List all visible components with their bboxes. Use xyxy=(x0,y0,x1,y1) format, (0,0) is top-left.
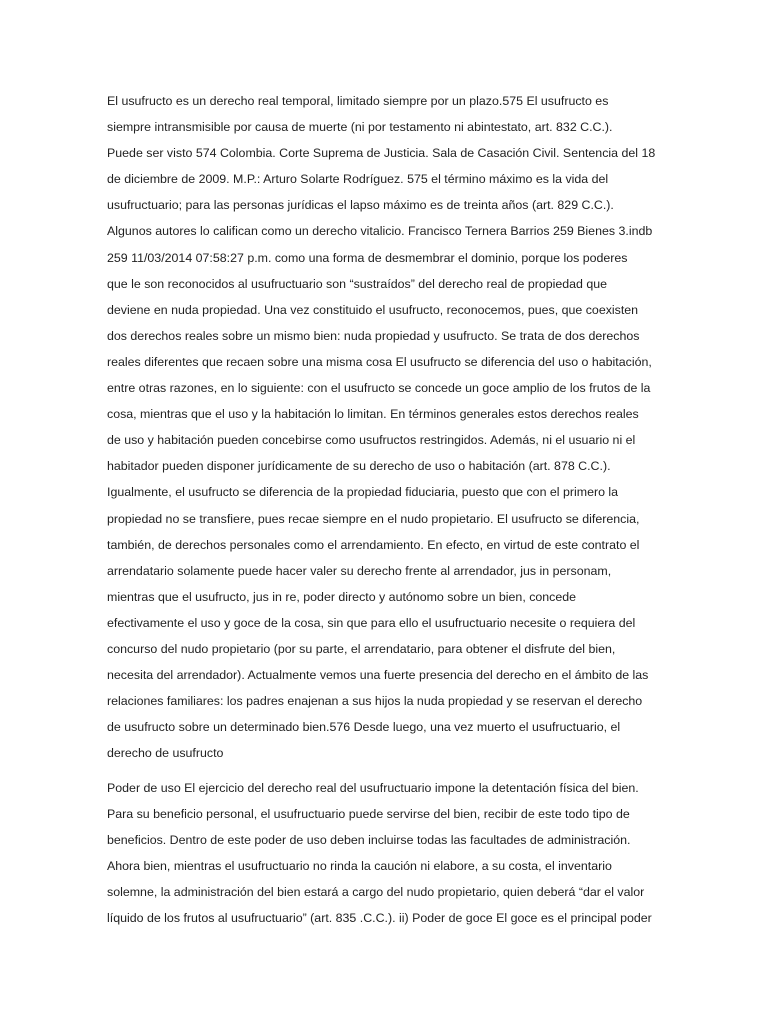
text-line: derecho de usufructo xyxy=(107,746,224,761)
text-line: propiedad no se transfiere, pues recae siempre en el nudo propietario. El usufructo se diferencia, xyxy=(107,511,640,526)
text-line: reales diferentes que recaen sobre una misma cosa El usufructo se diferencia del uso o habitación, xyxy=(107,354,652,369)
text-line: de diciembre de 2009. M.P.: Arturo Solarte Rodríguez. 575 el término máximo es la vida del xyxy=(107,172,609,187)
text-line: usufructuario; para las personas jurídicas el lapso máximo es de treinta años (art. 829 C.C.). xyxy=(107,198,614,213)
text-line: beneficios. Dentro de este poder de uso deben incluirse todas las facultades de administración. xyxy=(107,833,631,848)
text-line: necesita del arrendador). Actualmente vemos una fuerte presencia del derecho en el ámbito de las xyxy=(107,668,649,683)
text-line: habitador pueden disponer jurídicamente de su derecho de uso o habitación (art. 878 C.C.). xyxy=(107,459,611,474)
text-line: deviene en nuda propiedad. Una vez constituido el usufructo, reconocemos, pues, que coexisten xyxy=(107,302,639,317)
paragraph-poder-de-uso xyxy=(107,775,662,932)
text-line: El usufructo es un derecho real temporal, limitado siempre por un plazo.575 El usufructo es xyxy=(107,94,609,108)
text-line: Ahora bien, mientras el usufructuario no rinda la caución ni elabore, a su costa, el inventario xyxy=(107,859,612,874)
text-line: de uso y habitación pueden concebirse como usufructos restringidos. Además, ni el usuario ni el xyxy=(107,433,636,448)
text-line: que le son reconocidos al usufructuario son “sustraídos” del derecho real de propiedad que xyxy=(107,276,608,291)
text-line: efectivamente el uso y goce de la cosa, sin que para ello el usufructuario necesite o requiera del xyxy=(107,615,636,630)
text-line: mientras que el usufructo, jus in re, poder directo y autónomo sobre un bien, concede xyxy=(107,589,577,604)
text-line: relaciones familiares: los padres enajenan a sus hijos la nuda propiedad y se reservan el derecho xyxy=(107,694,643,709)
text-line: 259 11/03/2014 07:58:27 p.m. como una forma de desmembrar el dominio, porque los poderes xyxy=(107,250,628,265)
text-line: dos derechos reales sobre un mismo bien: nuda propiedad y usufructo. Se trata de dos derechos xyxy=(107,328,640,343)
text-line: también, de derechos personales como el arrendamiento. En efecto, en virtud de este contrato el xyxy=(107,537,640,552)
paragraph-usufructo xyxy=(107,88,662,766)
text-line: arrendatario solamente puede hacer valer su derecho frente al arrendador, jus in personam, xyxy=(107,563,612,578)
text-line: líquido de los frutos al usufructuario” (art. 835 .C.C.). ii) Poder de goce El goce es el principal poder xyxy=(107,911,652,926)
text-line: solemne, la administración del bien estará a cargo del nudo propietario, quien deberá “dar el valor xyxy=(107,885,645,900)
text-line: cosa, mientras que el uso y la habitación lo limitan. En términos generales estos derechos reales xyxy=(107,407,639,422)
text-line: Igualmente, el usufructo se diferencia de la propiedad fiduciaria, puesto que con el primero la xyxy=(107,485,619,500)
text-line: Algunos autores lo califican como un derecho vitalicio. Francisco Ternera Barrios 259 Bienes 3.indb xyxy=(107,224,653,239)
text-line: concurso del nudo propietario (por su parte, el arrendatario, para obtener el disfrute del bien, xyxy=(107,641,616,656)
text-line: de usufructo sobre un determinado bien.576 Desde luego, una vez muerto el usufructuario, el xyxy=(107,720,621,735)
text-line: Poder de uso El ejercicio del derecho real del usufructuario impone la detentación física del bien. xyxy=(107,781,639,795)
text-line: Para su beneficio personal, el usufructuario puede servirse del bien, recibir de este todo tipo de xyxy=(107,807,630,822)
text-line: siempre intransmisible por causa de muerte (ni por testamento ni abintestato, art. 832 C.C.). xyxy=(107,120,613,135)
text-line: Puede ser visto 574 Colombia. Corte Suprema de Justicia. Sala de Casación Civil. Sentencia del 18 xyxy=(107,146,656,161)
text-line: entre otras razones, en lo siguiente: con el usufructo se concede un goce amplio de los frutos de la xyxy=(107,381,651,396)
